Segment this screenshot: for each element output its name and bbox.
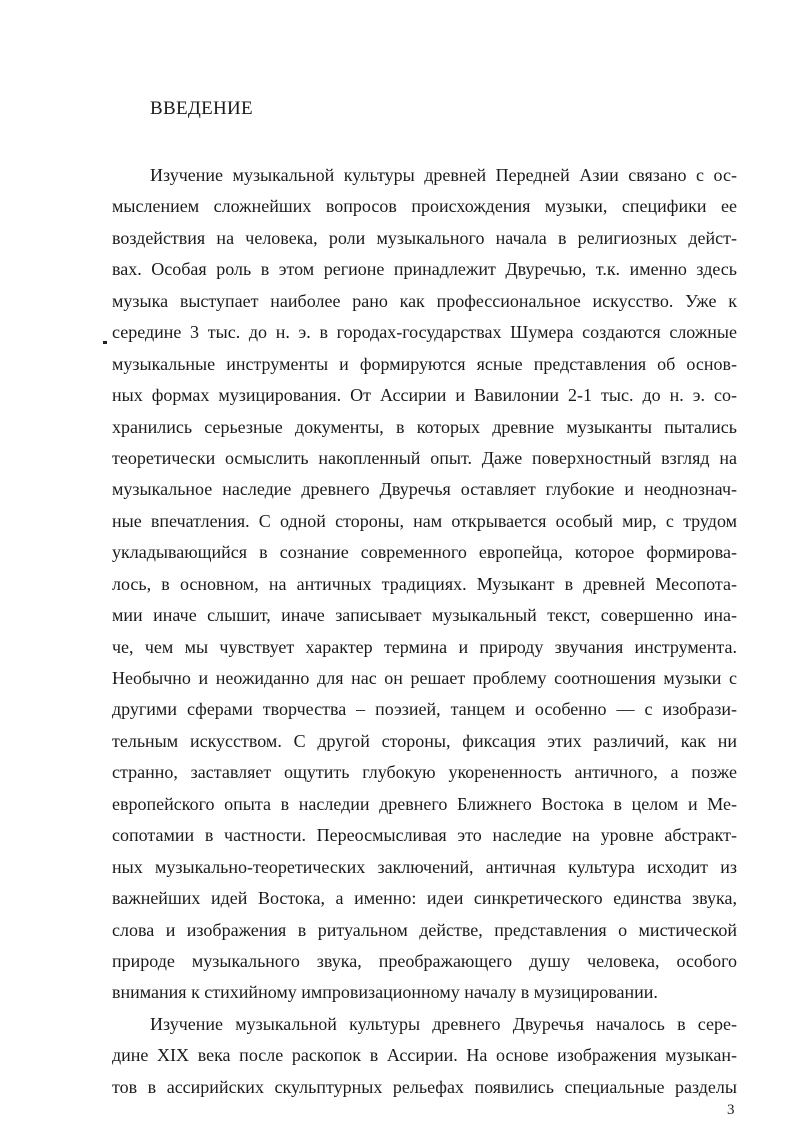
text-line: хранились серьезные документы, в которых древние музыканты пытались bbox=[112, 416, 737, 437]
text-line: природе музыкального звука, преображающего душу человека, особого bbox=[112, 950, 737, 971]
text-line: странно, заставляет ощутить глубокую укорененность античного, а позже bbox=[112, 762, 737, 783]
text-line: середине 3 тыс. до н. э. в городах-государствах Шумера создаются сложные bbox=[112, 322, 737, 343]
text-line: че, чем мы чувствует характер термина и природу звучания инструмента. bbox=[112, 636, 737, 657]
text-line: Изучение музыкальной культуры древнего Двуречья началось в сере- bbox=[150, 1013, 737, 1034]
text-line: слова и изображения в ритуальном действе, представления о мистической bbox=[112, 919, 737, 940]
text-line: важнейших идей Востока, а именно: идеи синкретического единства звука, bbox=[112, 888, 737, 909]
text-line: музыкальные инструменты и формируются ясные представления об основ- bbox=[112, 353, 737, 374]
text-line: другими сферами творчества – поэзией, танцем и особенно — с изобрази- bbox=[112, 699, 737, 720]
scan-mark bbox=[103, 341, 107, 344]
page-number: 3 bbox=[727, 1102, 735, 1118]
text-line: укладывающийся в сознание современного европейца, которое формирова- bbox=[112, 542, 737, 563]
text-line: тельным искусством. С другой стороны, фиксация этих различий, как ни bbox=[112, 730, 737, 751]
text-line: ных формах музицирования. От Ассирии и Вавилонии 2-1 тыс. до н. э. со- bbox=[112, 385, 737, 406]
text-line: мыслением сложнейших вопросов происхождения музыки, специфики ее bbox=[112, 196, 737, 217]
section-heading: ВВЕДЕНИЕ bbox=[150, 98, 253, 119]
text-line: внимания к стихийному импровизационному началу в музицировании. bbox=[112, 982, 658, 1003]
text-line: Необычно и неожиданно для нас он решает проблему соотношения музыки с bbox=[112, 668, 737, 688]
text-line: дине XIX века после раскопок в Ассирии. На основе изображения музыкан- bbox=[112, 1045, 737, 1066]
text-line: вах. Особая роль в этом регионе принадлежит Двуречью, т.к. именно здесь bbox=[112, 259, 737, 280]
text-line: сопотамии в частности. Переосмысливая это наследие на уровне абстракт- bbox=[112, 825, 737, 846]
text-line: лось, в основном, на античных традициях. Музыкант в древней Месопота- bbox=[112, 573, 737, 594]
text-line: мии иначе слышит, иначе записывает музыкальный текст, совершенно ина- bbox=[112, 605, 737, 626]
text-line: музыкальное наследие древнего Двуречья оставляет глубокие и неоднознач- bbox=[112, 479, 737, 500]
text-line: ные впечатления. С одной стороны, нам открывается особый мир, с трудом bbox=[112, 510, 737, 531]
text-line: воздействия на человека, роли музыкального начала в религиозных дейст- bbox=[112, 227, 737, 248]
text-line: музыка выступает наиболее рано как профессиональное искусство. Уже к bbox=[112, 290, 737, 311]
text-line: тов в ассирийских скульптурных рельефах появились специальные разделы bbox=[112, 1076, 737, 1097]
paragraph bbox=[112, 1009, 737, 1103]
text-line: ных музыкально-теоретических заключений, античная культура исходит из bbox=[112, 856, 737, 877]
paragraph bbox=[112, 160, 737, 1009]
document-body bbox=[112, 160, 737, 1103]
text-line: европейского опыта в наследии древнего Ближнего Востока в целом и Ме- bbox=[112, 793, 737, 814]
text-line: Изучение музыкальной культуры древней Передней Азии связано с ос- bbox=[150, 165, 737, 185]
text-line: теоретически осмыслить накопленный опыт. Даже поверхностный взгляд на bbox=[112, 447, 737, 468]
